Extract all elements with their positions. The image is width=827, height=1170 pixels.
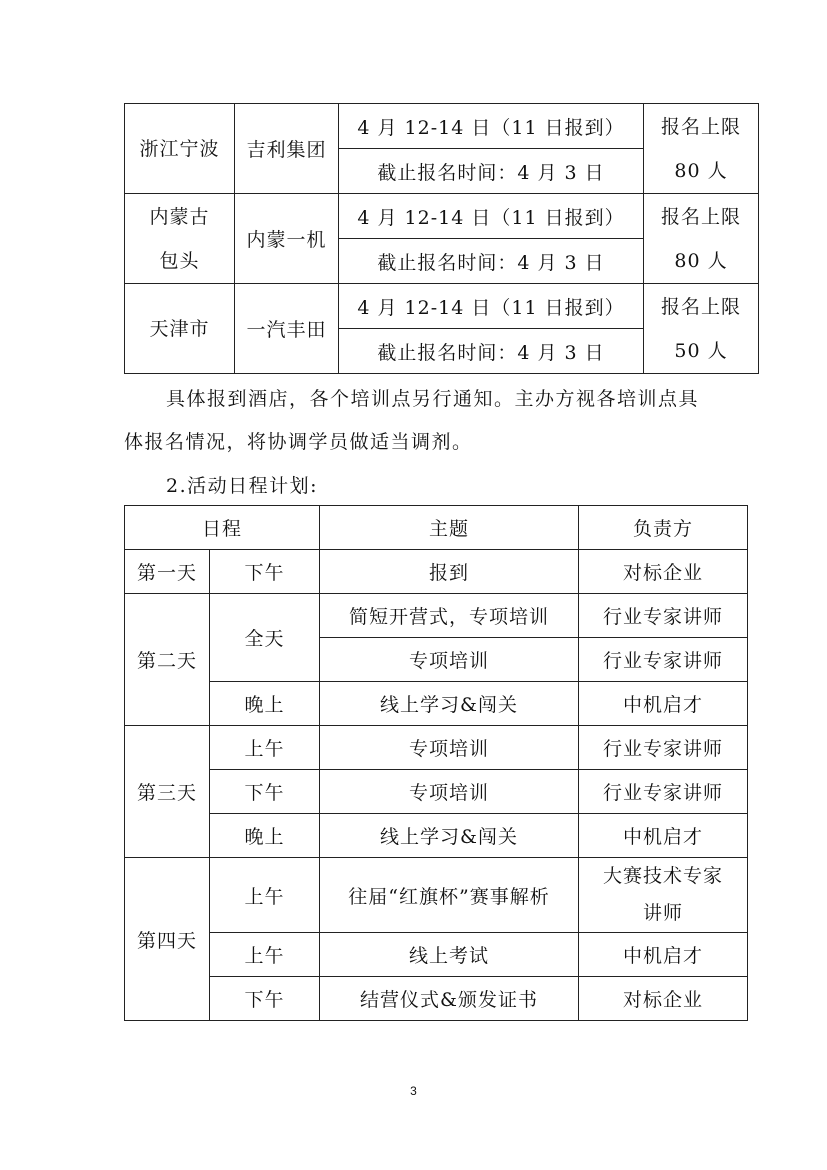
schedule-row (125, 858, 748, 933)
topic-cell: 线上学习&闯关 (320, 814, 579, 858)
deadline-cell: 截止报名时间：4 月 3 日 (339, 149, 644, 194)
owner-line: 大赛技术专家 (603, 865, 724, 887)
schedule-row (125, 977, 748, 1021)
time-cell: 晚上 (210, 814, 320, 858)
owner-cell: 行业专家讲师 (579, 638, 748, 682)
time-cell: 上午 (210, 726, 320, 770)
schedule-row (125, 594, 748, 638)
limit-line: 80 人 (674, 159, 728, 182)
registration-row (125, 194, 759, 239)
host-cell: 吉利集团 (235, 104, 339, 194)
day-cell: 第一天 (125, 550, 210, 594)
owner-cell (579, 858, 748, 933)
limit-line: 80 人 (674, 249, 728, 272)
schedule-row (125, 814, 748, 858)
registration-row (125, 284, 759, 329)
deadline-cell: 截止报名时间：4 月 3 日 (339, 239, 644, 284)
topic-cell: 结营仪式&颁发证书 (320, 977, 579, 1021)
registration-table (124, 103, 759, 374)
location-line: 浙江宁波 (139, 137, 220, 160)
time-cell: 下午 (210, 550, 320, 594)
header-schedule: 日程 (125, 506, 320, 550)
time-cell: 下午 (210, 770, 320, 814)
location-line: 天津市 (149, 317, 210, 340)
day-cell: 第三天 (125, 726, 210, 858)
header-topic: 主题 (320, 506, 579, 550)
paragraph-line-1: 具体报到酒店，各个培训点另行通知。主办方视各培训点具 (166, 388, 700, 410)
time-cell: 上午 (210, 858, 320, 933)
limit-line: 50 人 (674, 339, 728, 362)
topic-cell: 报到 (320, 550, 579, 594)
owner-cell: 中机启才 (579, 682, 748, 726)
paragraph-line-2: 体报名情况，将协调学员做适当调剂。 (124, 431, 473, 453)
topic-cell: 往届“红旗杯”赛事解析 (320, 858, 579, 933)
schedule-row (125, 550, 748, 594)
owner-cell: 行业专家讲师 (579, 770, 748, 814)
time-cell: 全天 (210, 594, 320, 682)
location-cell (125, 194, 235, 284)
topic-cell: 线上考试 (320, 933, 579, 977)
limit-line: 报名上限 (660, 295, 741, 318)
section-heading: 2.活动日程计划: (166, 475, 319, 497)
date-cell: 4 月 12-14 日（11 日报到） (339, 284, 644, 329)
date-cell: 4 月 12-14 日（11 日报到） (339, 194, 644, 239)
owner-cell: 中机启才 (579, 814, 748, 858)
day-cell: 第四天 (125, 858, 210, 1021)
limit-line: 报名上限 (660, 205, 741, 228)
topic-cell: 专项培训 (320, 638, 579, 682)
location-cell (125, 104, 235, 194)
registration-row (125, 104, 759, 149)
topic-cell: 简短开营式，专项培训 (320, 594, 579, 638)
limit-line: 报名上限 (660, 115, 741, 138)
deadline-cell: 截止报名时间：4 月 3 日 (339, 329, 644, 374)
host-cell: 内蒙一机 (235, 194, 339, 284)
schedule-header-row (125, 506, 748, 550)
time-cell: 上午 (210, 933, 320, 977)
page-number: 3 (410, 1084, 417, 1098)
location-line: 内蒙古 (149, 205, 210, 228)
owner-cell: 对标企业 (579, 550, 748, 594)
schedule-row (125, 933, 748, 977)
limit-cell (644, 194, 759, 284)
owner-cell: 对标企业 (579, 977, 748, 1021)
host-cell: 一汽丰田 (235, 284, 339, 374)
time-cell: 晚上 (210, 682, 320, 726)
schedule-row (125, 682, 748, 726)
location-cell (125, 284, 235, 374)
date-cell: 4 月 12-14 日（11 日报到） (339, 104, 644, 149)
limit-cell (644, 104, 759, 194)
day-cell: 第二天 (125, 594, 210, 726)
schedule-table (124, 505, 748, 1021)
schedule-row (125, 726, 748, 770)
header-owner: 负责方 (579, 506, 748, 550)
owner-cell: 行业专家讲师 (579, 594, 748, 638)
location-line: 包头 (159, 249, 200, 272)
schedule-row (125, 770, 748, 814)
topic-cell: 专项培训 (320, 726, 579, 770)
limit-cell (644, 284, 759, 374)
owner-cell: 中机启才 (579, 933, 748, 977)
topic-cell: 线上学习&闯关 (320, 682, 579, 726)
topic-cell: 专项培训 (320, 770, 579, 814)
owner-line: 讲师 (643, 902, 684, 924)
owner-cell: 行业专家讲师 (579, 726, 748, 770)
time-cell: 下午 (210, 977, 320, 1021)
